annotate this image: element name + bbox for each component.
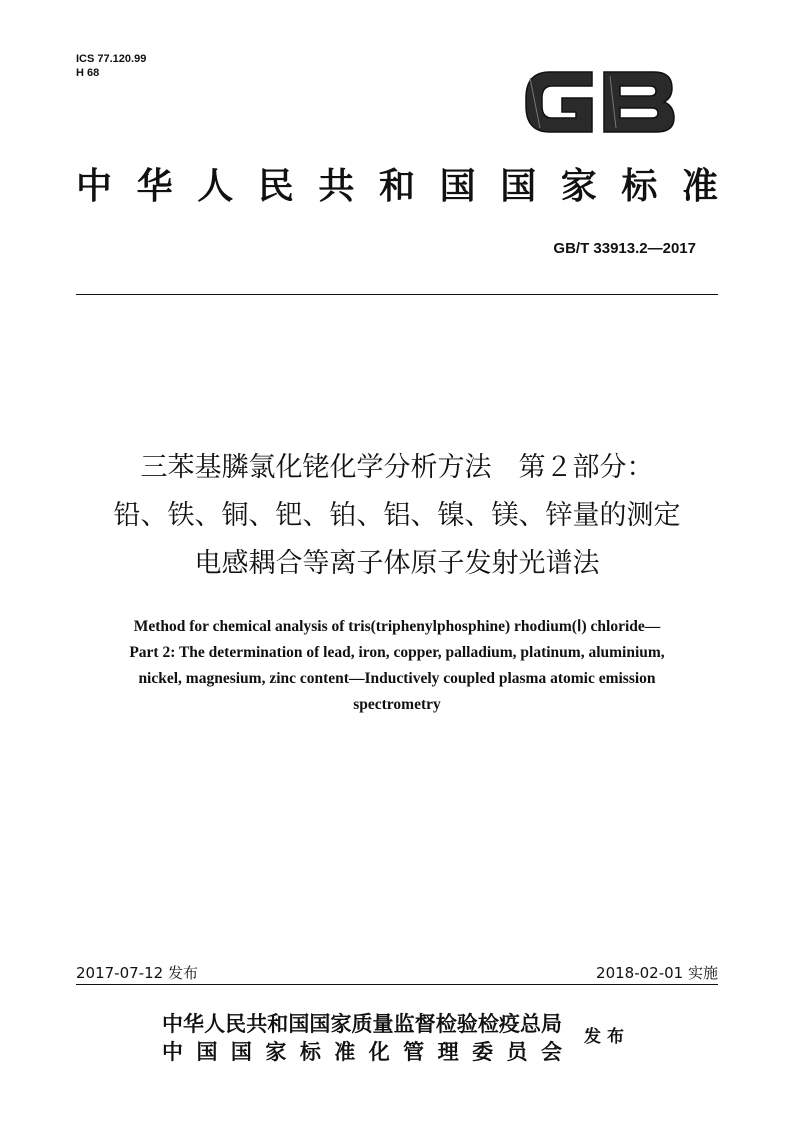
english-title bbox=[70, 614, 724, 718]
ics-code: ICS 77.120.99 bbox=[76, 53, 147, 65]
issue-label: 发布 bbox=[584, 1027, 630, 1047]
classification-codes bbox=[76, 52, 146, 80]
chinese-title-line-1: 三苯基膦氯化铑化学分析方法 第２部分： bbox=[140, 452, 654, 483]
english-title-line-1: Method for chemical analysis of tris(triphenylphosphine) rhodium(Ⅰ) chloride— bbox=[133, 618, 661, 635]
english-title-line-3: nickel, magnesium, zinc content—Inductively coupled plasma atomic emission bbox=[138, 670, 656, 687]
standard-category-title: 中华人民共和国国家标准 bbox=[76, 165, 720, 207]
chinese-title-line-2: 铅、铁、铜、钯、铂、铝、镍、镁、锌量的测定 bbox=[113, 500, 681, 531]
chinese-title-line-3: 电感耦合等离子体原子发射光谱法 bbox=[194, 548, 600, 579]
english-title-line-2: Part 2: The determination of lead, iron, copper, palladium, platinum, aluminium, bbox=[129, 644, 665, 661]
implementation-date: 2018-02-01 实施 bbox=[596, 964, 718, 982]
header-divider bbox=[76, 294, 718, 295]
standard-number: GB/T 33913.2—2017 bbox=[553, 240, 696, 257]
gb-logo-graphic bbox=[520, 58, 680, 144]
chinese-title bbox=[60, 444, 734, 588]
issuer-aqsiq: 中华人民共和国国家质量监督检验检疫总局 bbox=[162, 1011, 562, 1036]
issue-date: 2017-07-12 发布 bbox=[76, 964, 198, 982]
category-code: H 68 bbox=[76, 67, 100, 79]
english-title-line-4: spectrometry bbox=[353, 696, 441, 713]
issuer-sac: 中国国家标准化管理委员会 bbox=[162, 1039, 562, 1064]
gb-logo bbox=[520, 58, 680, 144]
issuing-authorities bbox=[162, 1010, 562, 1066]
footer-divider bbox=[76, 984, 718, 985]
